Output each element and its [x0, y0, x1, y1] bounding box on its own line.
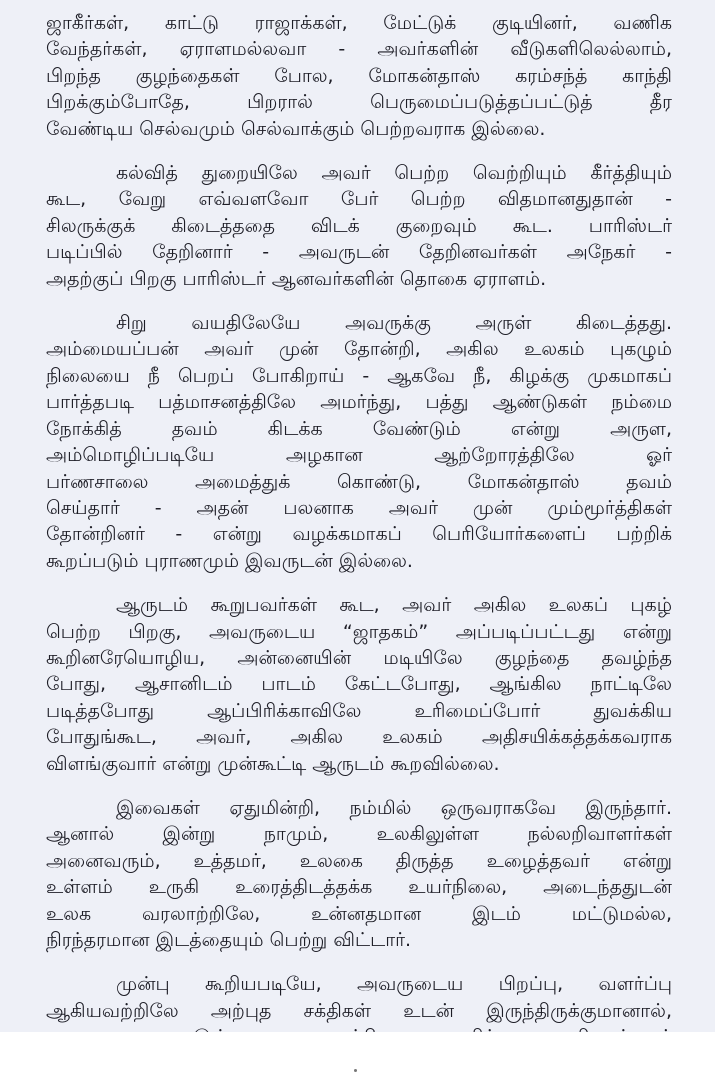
paragraph-1: [46, 10, 672, 142]
body-text: [46, 10, 672, 1051]
text-line: விளங்குவார் என்று முன்கூட்டி ஆருடம் கூறவில்லை.: [46, 752, 500, 775]
text-line: அம்மையப்பன் அவர் முன் தோன்றி, அகில உலகம் புகழும்: [46, 338, 672, 361]
text-line: ஆருடம் கூறுபவர்கள் கூட, அவர் அகில உலகப் புகழ்: [116, 594, 672, 617]
paragraph-5: [46, 795, 672, 953]
text-line: வேந்தர்கள், ஏராளமல்லவா - அவர்களின் வீடுகளிலெல்லாம்,: [46, 38, 672, 61]
text-line: ஆகியவற்றிலே அற்புத சக்திகள் உடன் இருந்திருக்குமானால்,: [46, 999, 672, 1022]
text-line: இவைகள் ஏதுமின்றி, நம்மில் ஒருவராகவே இருந்தார்.: [116, 796, 672, 819]
text-line: அம்மொழிப்படியே அழகான ஆற்றோரத்திலே ஓர்: [46, 444, 672, 467]
text-line: ஜாகீர்கள், காட்டு ராஜாக்கள், மேட்டுக் குடியினர், வணிக: [46, 12, 672, 34]
text-line: படிப்பில் தேறினார் - அவருடன் தேறினவர்கள் அநேகர் -: [46, 241, 672, 264]
text-line: உலக வரலாற்றிலே, உன்னதமான இடம் மட்டுமல்ல,: [46, 902, 672, 925]
text-line: முன்பு கூறியபடியே, அவருடைய பிறப்பு, வளர்ப்பு: [116, 973, 672, 996]
text-line: போது, ஆசானிடம் பாடம் கேட்டபோது, ஆங்கில நாட்டிலே: [46, 673, 672, 696]
text-line: உள்ளம் உருகி உரைத்திடத்தக்க உயர்நிலை, அடைந்ததுடன்: [46, 876, 672, 899]
text-line: கூறினரேயொழிய, அன்னையின் மடியிலே குழந்தை தவழ்ந்த: [46, 646, 672, 669]
text-line: பிறந்த குழந்தைகள் போல, மோகன்தாஸ் கரம்சந்த் காந்தி: [46, 64, 672, 87]
text-line: நிலையை நீ பெறப் போகிறாய் - ஆகவே நீ, கிழக்கு முகமாகப்: [46, 364, 672, 387]
text-line: போதுங்கூட, அவர், அகில உலகம் அதிசயிக்கத்தக்கவராக: [46, 726, 672, 749]
text-line: படித்தபோது ஆப்பிரிக்காவிலே உரிமைப்போர் துவக்கிய: [46, 699, 672, 722]
text-line: தோன்றினர் - என்று வழக்கமாகப் பெரியோர்களைப் பற்றிக்: [46, 523, 672, 546]
text-line: பிறக்கும்போதே, பிறரால் பெருமைப்படுத்தப்பட்டுத் தீர: [46, 91, 672, 114]
text-line: கூட, வேறு எவ்வளவோ பேர் பெற்ற விதமானதுதான் -: [46, 188, 672, 211]
page-bottom-margin: [0, 1032, 715, 1076]
paragraph-2: [46, 160, 672, 292]
paragraph-3: [46, 310, 672, 574]
text-line: பார்த்தபடி பத்மாசனத்திலே அமர்ந்து, பத்து ஆண்டுகள் நம்மை: [46, 391, 672, 414]
text-line: செய்தார் - அதன் பலனாக அவர் முன் மும்மூர்த்திகள்: [46, 496, 672, 519]
text-line: அதற்குப் பிறகு பாரிஸ்டர் ஆனவர்களின் தொகை ஏராளம்.: [46, 267, 547, 290]
paragraph-4: [46, 592, 672, 777]
text-line: பர்ணசாலை அமைத்துக் கொண்டு, மோகன்தாஸ் தவம்: [46, 470, 672, 493]
text-line: நிரந்தரமான இடத்தையும் பெற்று விட்டார்.: [46, 929, 412, 951]
text-line: அனைவரும், உத்தமர், உலகை திருத்த உழைத்தவர் என்று: [46, 849, 672, 872]
text-line: ஆனால் இன்று நாமும், உலகிலுள்ள நல்லறிவாளர்கள்: [46, 823, 672, 846]
text-line: சிறு வயதிலேயே அவருக்கு அருள் கிடைத்தது.: [116, 312, 672, 335]
text-line: சிலருக்குக் கிடைத்ததை விடக் குறைவும் கூட. பாரிஸ்டர்: [46, 214, 672, 237]
text-line: வேண்டிய செல்வமும் செல்வாக்கும் பெற்றவராக இல்லை.: [46, 117, 546, 140]
stray-mark: [354, 1069, 357, 1072]
text-line: பெற்ற பிறகு, அவருடைய “ஜாதகம்” அப்படிப்பட்டது என்று: [46, 620, 672, 643]
text-line: கூறப்படும் புராணமும் இவருடன் இல்லை.: [46, 549, 413, 572]
text-line: நோக்கித் தவம் கிடக்க வேண்டும் என்று அருள,: [46, 417, 672, 440]
text-line: கல்வித் துறையிலே அவர் பெற்ற வெற்றியும் கீர்த்தியும்: [116, 162, 672, 185]
